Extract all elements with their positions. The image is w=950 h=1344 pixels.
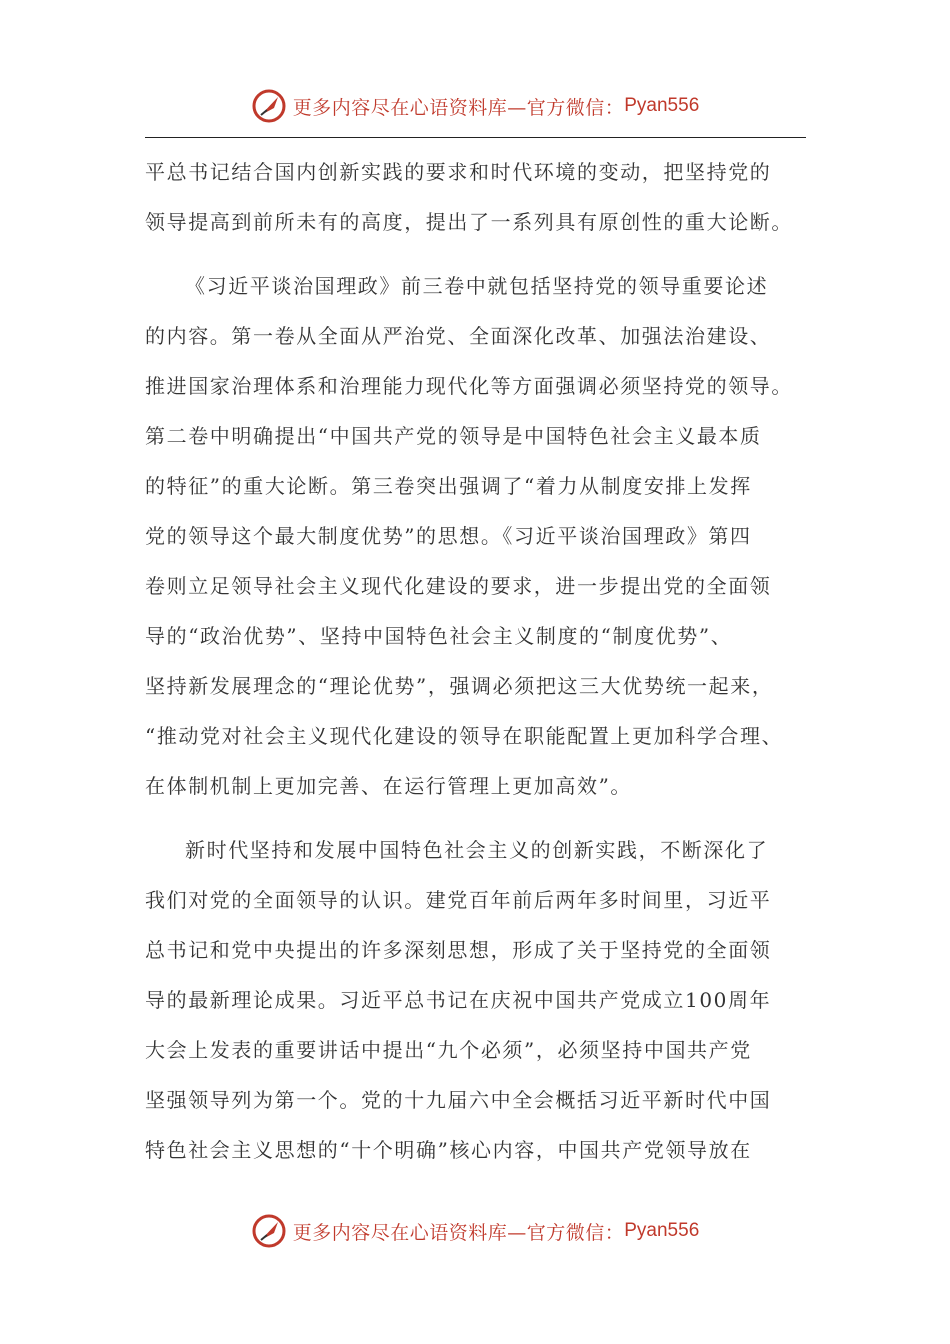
text-line: 导的最新理论成果。习近平总书记在庆祝中国共产党成立100周年 xyxy=(145,988,772,1012)
text-line: 卷则立足领导社会主义现代化建设的要求，进一步提出党的全面领 xyxy=(145,574,772,598)
text-line: 党的领导这个最大制度优势”的思想。《习近平谈治国理政》第四 xyxy=(145,524,752,548)
paragraph-3 xyxy=(145,825,809,1175)
text-line: 领导提高到前所未有的高度，提出了一系列具有原创性的重大论断。 xyxy=(145,210,793,234)
text-line: 平总书记结合国内创新实践的要求和时代环境的变动，把坚持党的 xyxy=(145,160,772,184)
text-line: 我们对党的全面领导的认识。建党百年前后两年多时间里，习近平 xyxy=(145,888,772,912)
footer-banner-id: Pyan556 xyxy=(624,1220,700,1241)
text-line: 坚强领导列为第一个。党的十九届六中全会概括习近平新时代中国 xyxy=(145,1088,772,1112)
paragraph-2 xyxy=(145,261,809,811)
text-line: 的特征”的重大论断。第三卷突出强调了“着力从制度安排上发挥 xyxy=(145,474,752,498)
quill-logo-icon xyxy=(251,1213,287,1249)
text-line: “推动党对社会主义现代化建设的领导在职能配置上更加科学合理、 xyxy=(145,724,784,748)
text-line: 新时代坚持和发展中国特色社会主义的创新实践，不断深化了 xyxy=(185,838,769,862)
paragraph-1 xyxy=(145,147,809,247)
text-line: 坚持新发展理念的“理论优势”，强调必须把这三大优势统一起来， xyxy=(145,674,774,698)
text-line: 特色社会主义思想的“十个明确”核心内容，中国共产党领导放在 xyxy=(145,1138,752,1162)
text-line: 总书记和党中央提出的许多深刻思想，形成了关于坚持党的全面领 xyxy=(145,938,772,962)
document-body xyxy=(145,147,809,1175)
footer-banner xyxy=(0,1209,950,1253)
text-line: 导的“政治优势”、坚持中国特色社会主义制度的“制度优势”、 xyxy=(145,624,733,648)
text-line: 第二卷中明确提出“中国共产党的领导是中国特色社会主义最本质 xyxy=(145,424,762,448)
header-banner-id: Pyan556 xyxy=(624,95,700,116)
text-line: 在体制机制上更加完善、在运行管理上更加高效”。 xyxy=(145,774,633,798)
text-line: 大会上发表的重要讲话中提出“九个必须”，必须坚持中国共产党 xyxy=(145,1038,752,1062)
quill-logo-icon xyxy=(251,88,287,124)
text-line: 的内容。第一卷从全面从严治党、全面深化改革、加强法治建设、 xyxy=(145,324,772,348)
text-line: 《习近平谈治国理政》前三卷中就包括坚持党的领导重要论述 xyxy=(185,274,769,298)
text-line: 推进国家治理体系和治理能力现代化等方面强调必须坚持党的领导。 xyxy=(145,374,793,398)
header-banner xyxy=(0,84,950,128)
footer-banner-text: 更多内容尽在心语资料库—官方微信： xyxy=(292,1221,625,1244)
header-divider xyxy=(145,137,806,138)
header-banner-text: 更多内容尽在心语资料库—官方微信： xyxy=(292,96,625,119)
